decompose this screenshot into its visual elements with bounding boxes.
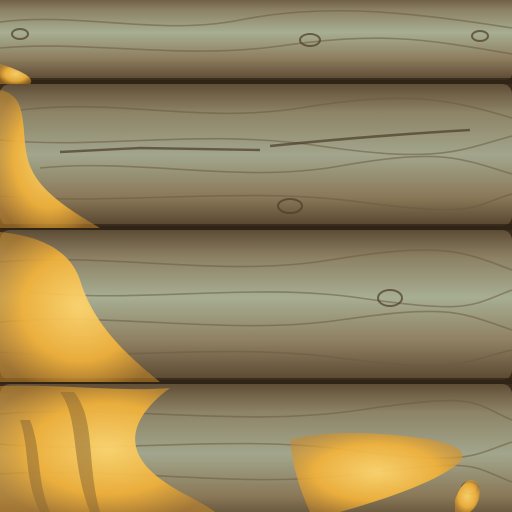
log-2 [0, 84, 512, 226]
log-1 [0, 0, 512, 80]
